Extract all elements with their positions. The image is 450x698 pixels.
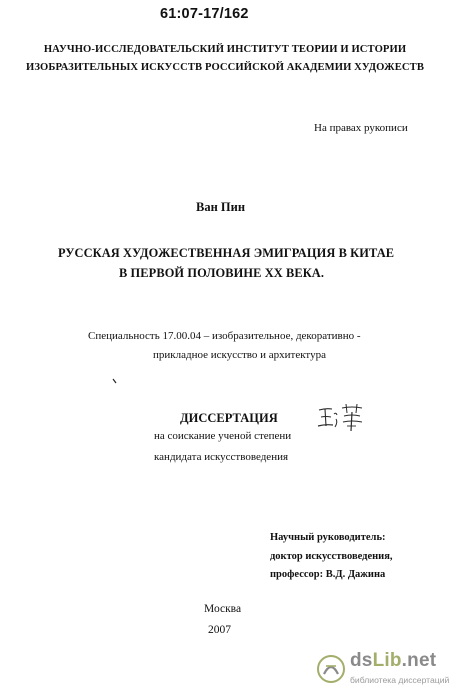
supervisor-name: профессор: В.Д. Дажина — [270, 569, 386, 580]
watermark-title-suffix: .net — [401, 650, 437, 671]
dslib-watermark — [316, 650, 450, 694]
dslib-logo-icon — [316, 654, 346, 684]
watermark-subtitle: библиотека диссертаций — [350, 675, 450, 685]
city: Москва — [204, 603, 242, 615]
year: 2007 — [208, 624, 231, 636]
degree-line2: кандидата искусствоведения — [154, 451, 289, 463]
specialty-line2: прикладное искусство и архитектура — [153, 349, 326, 361]
watermark-title-prefix: ds — [350, 650, 373, 671]
author-name: Ван Пин — [196, 200, 246, 214]
institute-name-line1: НАУЧНО-ИССЛЕДОВАТЕЛЬСКИЙ ИНСТИТУТ ТЕОРИИ И ИСТОРИИ — [43, 44, 407, 55]
handwritten-signature — [316, 402, 364, 432]
supervisor-label: Научный руководитель: — [270, 532, 386, 543]
thesis-title-line1: РУССКАЯ ХУДОЖЕСТВЕННАЯ ЭМИГРАЦИЯ В КИТАЕ — [58, 246, 395, 260]
specialty-line1: Специальность 17.00.04 – изобразительное, декоративно - — [88, 330, 361, 342]
thesis-title-line2: В ПЕРВОЙ ПОЛОВИНЕ XX ВЕКА. — [119, 266, 325, 280]
institute-name-line2: ИЗОБРАЗИТЕЛЬНЫХ ИСКУССТВ РОССИЙСКОЙ АКАДЕМИИ ХУДОЖЕСТВ — [25, 62, 425, 73]
rights-note: На правах рукописи — [314, 122, 408, 134]
watermark-title-highlight: Lib — [372, 650, 402, 671]
degree-line1: на соискание ученой степени — [154, 430, 292, 442]
watermark-title — [350, 650, 436, 672]
supervisor-degree: доктор искусствоведения, — [270, 551, 393, 562]
work-type-heading: ДИССЕРТАЦИЯ — [180, 411, 278, 425]
pen-mark — [112, 378, 118, 384]
shelfmark-number: 61:07-17/162 — [160, 6, 249, 22]
